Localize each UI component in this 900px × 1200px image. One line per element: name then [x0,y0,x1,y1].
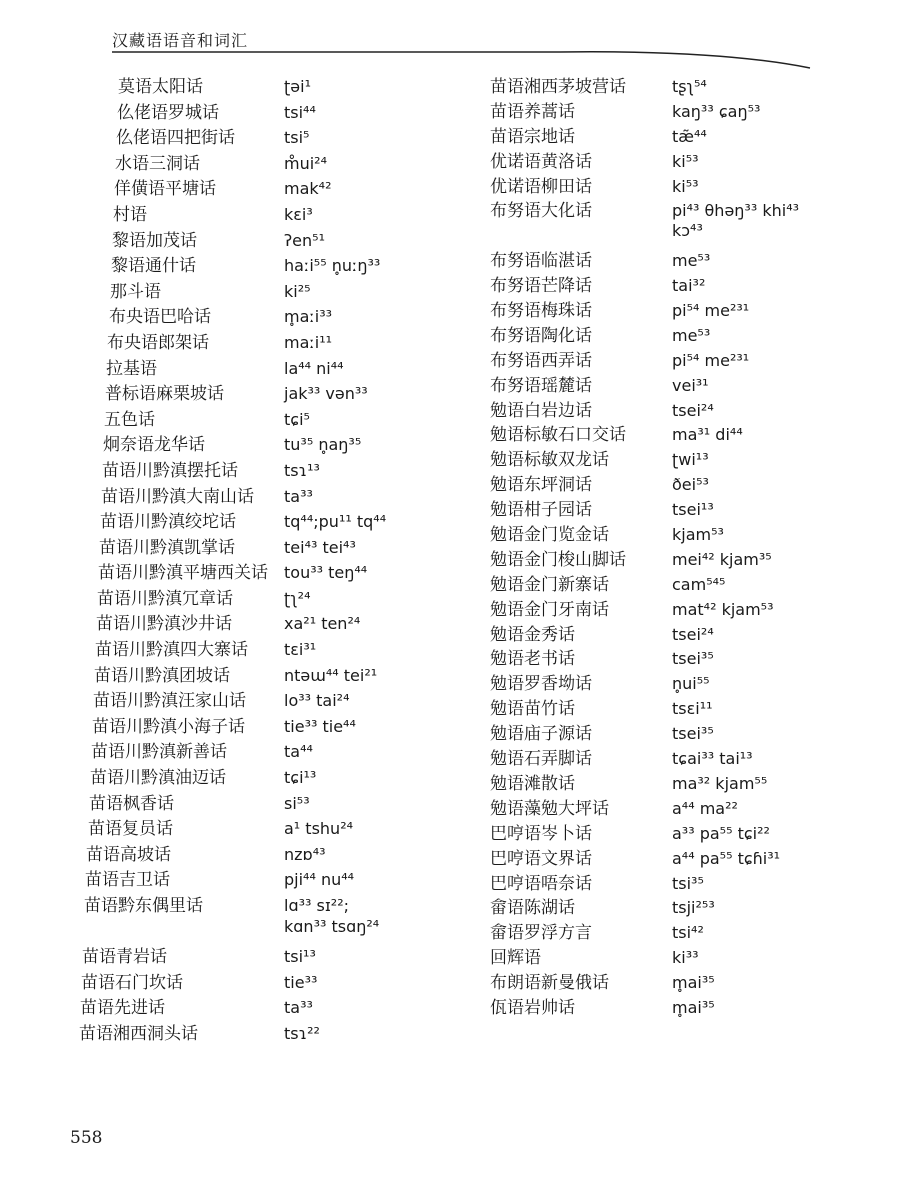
entry-row [70,149,430,175]
language-name: 苗语川黔滇绞坨话 [100,512,236,533]
page-number: 558 [70,1128,103,1148]
language-name: 苗语宗地话 [490,126,575,147]
entry-row [490,893,870,918]
language-name: 布努语梅珠话 [490,301,592,322]
language-name: 勉语罗香坳话 [490,674,592,695]
language-name: 勉语金门览金话 [490,525,609,546]
entry-row [490,296,870,321]
language-name: 勉语石弄脚话 [490,749,592,770]
language-name: 莫语太阳话 [118,77,203,97]
entry-row [70,558,430,584]
language-name: 苗语川黔滇平塘西关话 [98,563,268,584]
entry-row [490,669,870,694]
ipa-form: la⁴⁴ ni⁴⁴ [284,358,344,378]
ipa-form: tou³³ teŋ⁴⁴ [284,563,368,583]
language-name: 勉语柑子园话 [490,500,592,521]
entry-row [70,993,430,1019]
ipa-form: tu³⁵ n̥aŋ³⁵ [284,435,362,455]
ipa-form: ki²⁵ [284,281,311,301]
language-name: 布努语临湛话 [490,251,592,272]
language-name: 苗语川黔滇新善话 [91,742,227,763]
entry-row [70,302,430,328]
ipa-form: tɕi⁵ [284,409,310,429]
entry-row [70,72,430,98]
ipa-form: tei⁴³ tei⁴³ [284,537,356,557]
language-name: 苗语川黔滇凯掌话 [99,537,235,558]
entry-row [70,737,430,763]
header-rule [0,0,900,80]
ipa-form: si⁵³ [284,793,310,813]
entry-row [490,520,870,545]
language-name: 畲语罗浮方言 [490,923,592,944]
ipa-form: a¹ tshu²⁴ [284,819,354,839]
entry-row [70,917,430,943]
ipa-form: me⁵³ [672,325,711,345]
language-name: 勉语藻勉大坪话 [490,798,609,819]
entry-row [490,97,870,122]
entry-row [490,595,870,620]
entry-row [70,277,430,303]
entry-row [70,661,430,687]
ipa-form: ta³³ [284,486,313,506]
language-name: 布努语陶化话 [490,325,592,346]
language-name: 苗语高坡话 [86,844,171,865]
language-name: 勉语金门新寨话 [490,574,609,595]
entry-row [70,226,430,252]
ipa-form: ntəɯ⁴⁴ tei²¹ [284,665,378,685]
language-name: 苗语养蒿话 [490,101,575,122]
ipa-form: tie³³ [284,972,318,992]
language-name: 苗语复员话 [88,819,173,840]
entry-row [70,712,430,738]
language-name: 五色话 [104,409,155,430]
ipa-form: tie³³ tie⁴⁴ [284,716,356,736]
ipa-form: tsei¹³ [672,500,714,520]
entry-row [490,794,870,819]
ipa-form: m̥ai³⁵ [672,997,715,1017]
left-column [70,72,430,1045]
language-name: 勉语老书话 [490,649,575,670]
ipa-form: tsɛi¹¹ [672,699,713,719]
ipa-form: lo³³ tai²⁴ [284,691,350,711]
entry-row [490,445,870,470]
ipa-form: a³³ pa⁵⁵ tɕi²² [672,823,770,843]
entry-row [490,968,870,993]
entry-row [70,200,430,226]
language-name: 佯僙语平塘话 [114,179,216,200]
ipa-form: maːi¹¹ [284,332,333,352]
ipa-form: tʂʅ⁵⁴ [672,77,707,96]
entry-row [490,371,870,396]
entry-row [490,869,870,894]
ipa-form: tai³² [672,276,706,296]
entry-row [70,814,430,840]
ipa-form: ma³² kjam⁵⁵ [672,773,768,793]
ipa-form: tsi³⁵ [672,873,704,893]
entry-row [70,354,430,380]
ipa-form: vei³¹ [672,375,709,395]
ipa-form: lɑ³³ sɪ²²; [284,896,350,915]
entry-row [490,72,870,97]
entry-row [490,644,870,669]
ipa-form: tsi⁴² [672,923,704,943]
entry-row [490,918,870,943]
language-name: 布央语巴哈话 [109,307,211,328]
ipa-form: tɕi¹³ [284,768,317,788]
entry-row [490,321,870,346]
ipa-form: m̥ai³⁵ [672,973,715,993]
language-name: 苗语川黔滇冗章话 [97,588,233,609]
language-name: 勉语滩散话 [490,773,575,794]
language-name: 苗语川黔滇油迈话 [90,768,226,789]
language-name: 苗语川黔滇四大寨话 [95,640,248,661]
entry-row [490,570,870,595]
ipa-form: kɛi³ [284,204,313,224]
ipa-form: ki⁵³ [672,151,699,171]
ipa-form: n̥ui⁵⁵ [672,674,710,694]
language-name: 布央语郎架话 [107,332,209,353]
ipa-form: jak³³ vən³³ [284,384,368,404]
ipa-form: tq⁴⁴;pu¹¹ tq⁴⁴ [284,512,387,532]
ipa-form: ki³³ [672,948,699,968]
entry-row [490,196,870,221]
entry-row [70,609,430,635]
entry-row [70,174,430,200]
language-name: 苗语枫香话 [89,793,174,814]
entry-row [490,694,870,719]
ipa-form: a⁴⁴ ma²² [672,798,738,818]
language-name: 仫佬语罗城话 [117,102,219,123]
entry-row [490,246,870,271]
ipa-form: tsi⁵ [284,128,310,148]
entry-row [70,789,430,815]
ipa-form: tæ̃⁴⁴ [672,126,707,146]
ipa-form: ki⁵³ [672,176,699,196]
language-name: 苗语石门坎话 [81,972,183,993]
ipa-form: tsei³⁵ [672,724,714,744]
ipa-form: tsɿ²² [284,1023,320,1043]
ipa-form: me⁵³ [672,251,711,271]
language-name: 布努语大化话 [490,201,592,222]
entry-row [490,744,870,769]
ipa-form: m̊ui²⁴ [284,153,327,173]
language-name: 仫佬语四把街话 [116,128,235,149]
language-name: 勉语苗竹话 [490,699,575,720]
entry-row [490,545,870,570]
entry-row [70,482,430,508]
ipa-form: ʔen⁵¹ [284,230,325,250]
ipa-form: ʈwi¹³ [672,450,709,470]
entry-row [490,620,870,645]
ipa-form: haːi⁵⁵ n̥uːŋ³³ [284,256,381,276]
ipa-form: ma³¹ di⁴⁴ [672,425,743,445]
entry-row [490,172,870,197]
language-name: 黎语加茂话 [112,230,197,251]
language-name: 黎语通什话 [111,256,196,277]
entry-row [490,147,870,172]
entry-row [490,844,870,869]
entry-row [70,968,430,994]
ipa-form: mat⁴² kjam⁵³ [672,599,774,619]
language-name: 苗语青岩话 [82,947,167,968]
entry-row [70,942,430,968]
language-name: 巴哼语岑卜话 [490,823,592,844]
entry-row [70,635,430,661]
entry-row [70,430,430,456]
language-name: 普标语麻栗坡话 [105,384,224,405]
language-name: 苗语川黔滇汪家山话 [93,691,246,712]
language-name: 苗语川黔滇摆托话 [102,460,238,481]
entry-row [490,943,870,968]
language-name: 布努语西弄话 [490,350,592,371]
ipa-form: mak⁴² [284,179,332,199]
language-name: 勉语金秀话 [490,624,575,645]
entry-row [70,405,430,431]
ipa-form: ʈəi¹ [284,77,311,96]
language-name: 布朗语新曼俄话 [490,973,609,994]
ipa-form: tɕai³³ tai¹³ [672,749,753,769]
ipa-form: nzɒ⁴³ [284,844,326,864]
ipa-form: mei⁴² kjam³⁵ [672,549,772,569]
ipa-form: kɔ⁴³ [672,221,703,241]
entry-row [490,420,870,445]
ipa-form: pi⁵⁴ me²³¹ [672,350,750,370]
language-name: 优诺语黄洛话 [490,151,592,172]
entry-row [70,1019,430,1045]
language-name: 那斗语 [110,281,161,302]
language-name: 苗语先进话 [80,998,165,1019]
running-header: 汉藏语语音和词汇 [112,31,249,50]
entry-row [490,993,870,1018]
language-name: 畲语陈湖话 [490,898,575,919]
language-name: 回辉语 [490,948,541,969]
ipa-form: ta³³ [284,998,313,1018]
language-name: 苗语川黔滇大南山话 [101,486,254,507]
language-name: 勉语金门梭山脚话 [490,549,626,570]
language-name: 勉语庙子源话 [490,724,592,745]
ipa-form: tɛi³¹ [284,640,317,660]
ipa-form: a⁴⁴ pa⁵⁵ tɕɦi³¹ [672,848,781,868]
entry-row [70,251,430,277]
entry-row [490,122,870,147]
ipa-form: pji⁴⁴ nu⁴⁴ [284,870,355,890]
language-name: 勉语金门牙南话 [490,599,609,620]
entry-row [490,396,870,421]
language-name: 布努语芒降话 [490,276,592,297]
language-name: 水语三洞话 [115,153,200,174]
ipa-form: tsi¹³ [284,947,316,967]
entry-row [70,533,430,559]
entry-row [490,346,870,371]
language-name: 勉语标敏双龙话 [490,450,609,471]
ipa-form: tsi⁴⁴ [284,102,316,122]
entry-row [70,328,430,354]
entry-row [70,584,430,610]
language-name: 勉语东坪洞话 [490,475,592,496]
entry-row [70,379,430,405]
entry-row [70,456,430,482]
ipa-form: m̥aːi³³ [284,307,333,327]
language-name: 拉基语 [106,358,157,379]
entry-row [490,470,870,495]
entry-row [70,891,430,917]
language-name: 勉语标敏石口交话 [490,425,626,446]
ipa-form: pi⁴³ θhəŋ³³ khi⁴³ [672,201,800,221]
language-name: 苗语川黔滇团坡话 [94,665,230,686]
ipa-form: ta⁴⁴ [284,742,313,762]
ipa-form: tsei²⁴ [672,400,714,420]
language-name: 优诺语柳田话 [490,176,592,197]
ipa-form: ðei⁵³ [672,475,709,495]
entry-row [70,763,430,789]
language-name: 苗语湘西茅坡营话 [490,77,626,97]
ipa-form: kjam⁵³ [672,525,724,545]
ipa-form: pi⁵⁴ me²³¹ [672,301,750,321]
entry-row [70,98,430,124]
entry-row [70,865,430,891]
language-name: 苗语川黔滇沙井话 [96,614,232,635]
ipa-form: tsei³⁵ [672,649,714,669]
language-name: 勉语白岩边话 [490,400,592,421]
ipa-form: cam⁵⁴⁵ [672,574,726,594]
language-name: 炯奈语龙华话 [103,435,205,456]
entry-row [490,221,870,246]
ipa-form: ʈʅ²⁴ [284,588,311,608]
language-name: 巴哼语文界话 [490,848,592,869]
entry-row [490,271,870,296]
language-name: 苗语吉卫话 [85,870,170,891]
language-name: 布努语瑶麓话 [490,375,592,396]
ipa-form: kɑn³³ tsɑŋ²⁴ [284,916,380,936]
language-name: 村语 [113,204,147,225]
entry-row [490,719,870,744]
entry-row [490,819,870,844]
language-name: 巴哼语唔奈话 [490,873,592,894]
ipa-form: tsji²⁵³ [672,898,715,918]
language-name: 苗语川黔滇小海子话 [92,716,245,737]
entry-row [70,686,430,712]
entry-row [490,495,870,520]
right-column [490,72,870,1018]
entry-row [70,507,430,533]
ipa-form: kaŋ³³ ɕaŋ⁵³ [672,101,761,121]
language-name: 佤语岩帅话 [490,997,575,1018]
ipa-form: tsɿ¹³ [284,460,320,480]
entry-row [70,123,430,149]
language-name: 苗语黔东偶里话 [84,896,203,916]
entry-row [490,769,870,794]
ipa-form: xa²¹ ten²⁴ [284,614,361,634]
entry-row [70,840,430,866]
ipa-form: tsei²⁴ [672,624,714,644]
language-name: 苗语湘西洞头话 [79,1023,198,1044]
